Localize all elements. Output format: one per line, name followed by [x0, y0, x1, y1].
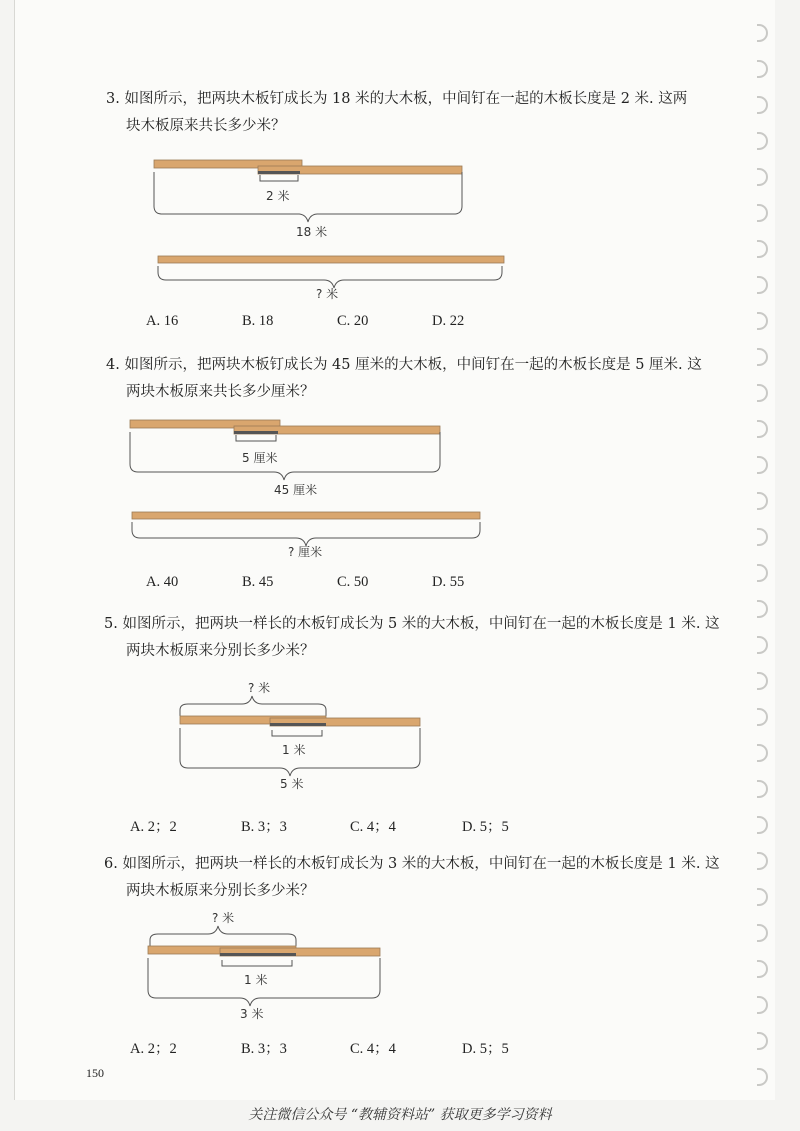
- question-5-line2: 两块木板原来分别长多少米？: [126, 643, 315, 659]
- unknown-label: ? 厘米: [288, 545, 323, 559]
- footer-note: 关注微信公众号 “教辅资料站” 获取更多学习资料: [248, 1107, 552, 1123]
- unknown-brace: [180, 696, 326, 716]
- unknown-brace: [132, 522, 480, 546]
- total-label: 3 米: [240, 1007, 264, 1021]
- overlap-strip: [234, 431, 278, 434]
- page-number: 150: [86, 1066, 104, 1080]
- question-4: [106, 352, 702, 406]
- unknown-brace: [158, 266, 502, 288]
- option-d[interactable]: D. 5；5: [462, 1041, 509, 1057]
- overlap-label: 1 米: [282, 743, 306, 757]
- question-3: [106, 86, 687, 140]
- figure-q4: [124, 416, 494, 566]
- question-6: [104, 851, 720, 905]
- binding-rings: [751, 24, 771, 1104]
- question-3-line2: 块木板原来共长多少米？: [126, 118, 286, 134]
- overlap-label: 5 厘米: [242, 451, 278, 465]
- option-a[interactable]: A. 2；2: [130, 819, 177, 835]
- overlap-brace: [236, 435, 276, 441]
- option-d[interactable]: D. 22: [432, 313, 465, 329]
- figure-q3: [148, 156, 518, 306]
- unknown-brace: [150, 926, 296, 946]
- total-label: 5 米: [280, 777, 304, 791]
- figure-q5: [172, 674, 432, 799]
- unknown-label: ? 米: [316, 287, 339, 301]
- option-c[interactable]: C. 4；4: [350, 819, 396, 835]
- option-a[interactable]: A. 2；2: [130, 1041, 177, 1057]
- question-4-line2: 两块木板原来共长多少厘米？: [126, 384, 315, 400]
- total-label: 45 厘米: [274, 483, 318, 497]
- question-5-line1: 5. 如图所示，把两块一样长的木板钉成长为 5 米的大木板，中间钉在一起的木板长度是 1 米. 这: [104, 616, 720, 632]
- option-d[interactable]: D. 55: [432, 574, 465, 590]
- question-6-line2: 两块木板原来分别长多少米？: [126, 883, 315, 899]
- option-c[interactable]: C. 4；4: [350, 1041, 396, 1057]
- question-5: [104, 611, 720, 665]
- option-b[interactable]: B. 45: [242, 574, 274, 590]
- option-c[interactable]: C. 50: [337, 574, 369, 590]
- total-label: 18 米: [296, 225, 328, 239]
- joined-board: [132, 512, 480, 519]
- overlap-strip: [270, 723, 326, 726]
- option-b[interactable]: B. 18: [242, 313, 274, 329]
- overlap-strip: [258, 171, 300, 174]
- option-c[interactable]: C. 20: [337, 313, 369, 329]
- question-6-line1: 6. 如图所示，把两块一样长的木板钉成长为 3 米的大木板，中间钉在一起的木板长度是 1 米. 这: [104, 856, 720, 872]
- figure-q6: [142, 904, 392, 1029]
- option-d[interactable]: D. 5；5: [462, 819, 509, 835]
- overlap-brace: [260, 175, 298, 181]
- overlap-brace: [272, 730, 322, 736]
- unknown-label: ? 米: [248, 681, 271, 695]
- overlap-brace: [222, 960, 292, 966]
- unknown-label: ? 米: [212, 911, 235, 925]
- option-b[interactable]: B. 3；3: [241, 819, 287, 835]
- option-a[interactable]: A. 16: [146, 313, 179, 329]
- question-3-line1: 3. 如图所示，把两块木板钉成长为 18 米的大木板，中间钉在一起的木板长度是 2 米. 这两: [106, 91, 688, 107]
- overlap-label: 2 米: [266, 189, 290, 203]
- question-4-line1: 4. 如图所示，把两块木板钉成长为 45 厘米的大木板，中间钉在一起的木板长度是 5 厘米. 这: [106, 357, 702, 373]
- total-brace: [130, 432, 440, 480]
- option-a[interactable]: A. 40: [146, 574, 179, 590]
- total-brace: [154, 172, 462, 222]
- overlap-label: 1 米: [244, 973, 268, 987]
- overlap-strip: [220, 953, 296, 956]
- joined-board: [158, 256, 504, 263]
- option-b[interactable]: B. 3；3: [241, 1041, 287, 1057]
